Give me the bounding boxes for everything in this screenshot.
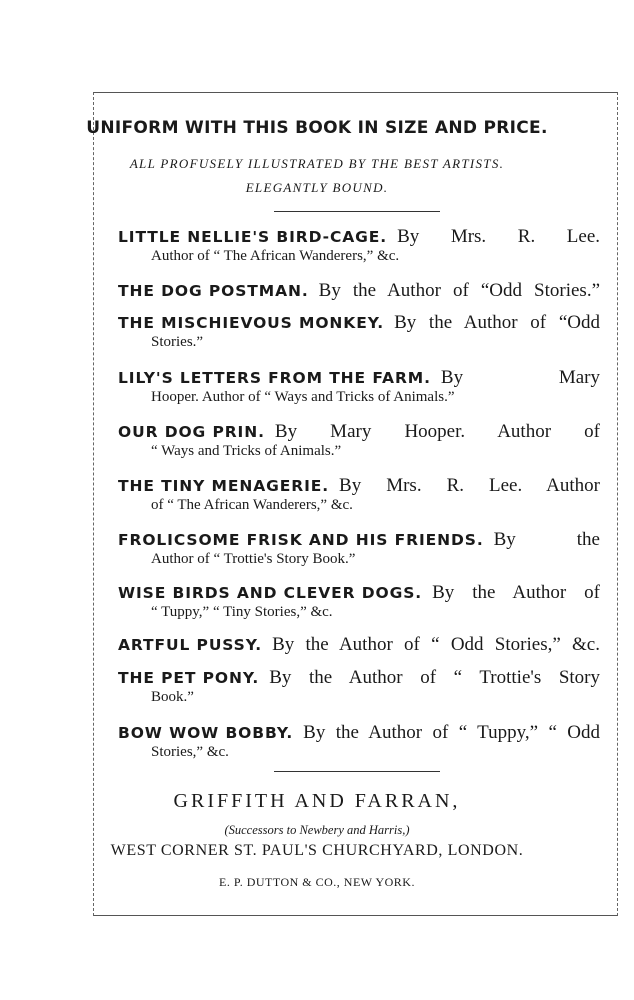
book-author: By Mary	[440, 367, 600, 388]
publisher-address: WEST CORNER ST. PAUL'S CHURCHYARD, LONDON.	[110, 842, 524, 859]
book-title: LITTLE NELLIE'S BIRD-CAGE.	[118, 228, 388, 246]
book-entry	[118, 280, 600, 302]
book-note: Author of “ Trottie's Story Book.”	[151, 551, 356, 567]
book-note: Stories.”	[151, 334, 204, 350]
book-author: By the Author of “Odd Stories.”	[318, 280, 600, 301]
book-entry	[118, 421, 600, 460]
publisher-successors: (Successors to Newbery and Harris,)	[224, 823, 410, 837]
divider-top	[274, 211, 440, 212]
divider-bottom	[274, 771, 440, 772]
book-note: Stories,” &c.	[151, 744, 229, 760]
book-title: THE MISCHIEVOUS MONKEY.	[118, 314, 385, 332]
book-entry	[118, 582, 600, 621]
book-entry	[118, 226, 600, 265]
book-author: By Mary Hooper. Author of	[274, 421, 600, 442]
book-entry	[118, 634, 600, 656]
book-author: By the Author of “ Trottie's Story	[269, 667, 600, 688]
book-note: Book.”	[151, 689, 194, 705]
book-author: By Mrs. R. Lee.	[397, 226, 600, 247]
publisher-agent: E. P. DUTTON & CO., NEW YORK.	[219, 875, 415, 889]
book-author: By Mrs. R. Lee. Author	[339, 475, 600, 496]
book-title: LILY'S LETTERS FROM THE FARM.	[118, 369, 431, 387]
subtitle-bound: ELEGANTLY BOUND.	[245, 180, 389, 195]
book-note: of “ The African Wanderers,” &c.	[151, 497, 353, 513]
book-title: ARTFUL PUSSY.	[118, 636, 263, 654]
page-title: UNIFORM WITH THIS BOOK IN SIZE AND PRICE.	[86, 118, 548, 138]
book-author: By the	[493, 529, 600, 550]
book-note: “ Ways and Tricks of Animals.”	[151, 443, 342, 459]
book-entry	[118, 475, 600, 514]
book-title: FROLICSOME FRISK AND HIS FRIENDS.	[118, 531, 484, 549]
book-entry	[118, 529, 600, 568]
book-author: By the Author of “ Tuppy,” “ Odd	[303, 722, 600, 743]
book-title: THE DOG POSTMAN.	[118, 282, 309, 300]
book-title: THE PET PONY.	[118, 669, 260, 687]
book-author: By the Author of “Odd	[394, 312, 600, 333]
subtitle-illustrated: ALL PROFUSELY ILLUSTRATED BY THE BEST ARTISTS.	[129, 156, 505, 171]
book-title: OUR DOG PRIN.	[118, 423, 265, 441]
book-title: WISE BIRDS AND CLEVER DOGS.	[118, 584, 423, 602]
book-entry	[118, 667, 600, 706]
book-note: “ Tuppy,” “ Tiny Stories,” &c.	[151, 604, 333, 620]
book-author: By the Author of “ Odd Stories,” &c.	[272, 634, 600, 655]
book-entry	[118, 312, 600, 351]
book-author: By the Author of	[432, 582, 600, 603]
book-title: THE TINY MENAGERIE.	[118, 477, 330, 495]
book-entry	[118, 722, 600, 761]
book-note: Hooper. Author of “ Ways and Tricks of Animals.”	[151, 389, 455, 405]
publisher-name: GRIFFITH AND FARRAN,	[173, 790, 461, 812]
book-note: Author of “ The African Wanderers,” &c.	[151, 248, 400, 264]
book-entry	[118, 367, 600, 406]
book-title: BOW WOW BOBBY.	[118, 724, 294, 742]
